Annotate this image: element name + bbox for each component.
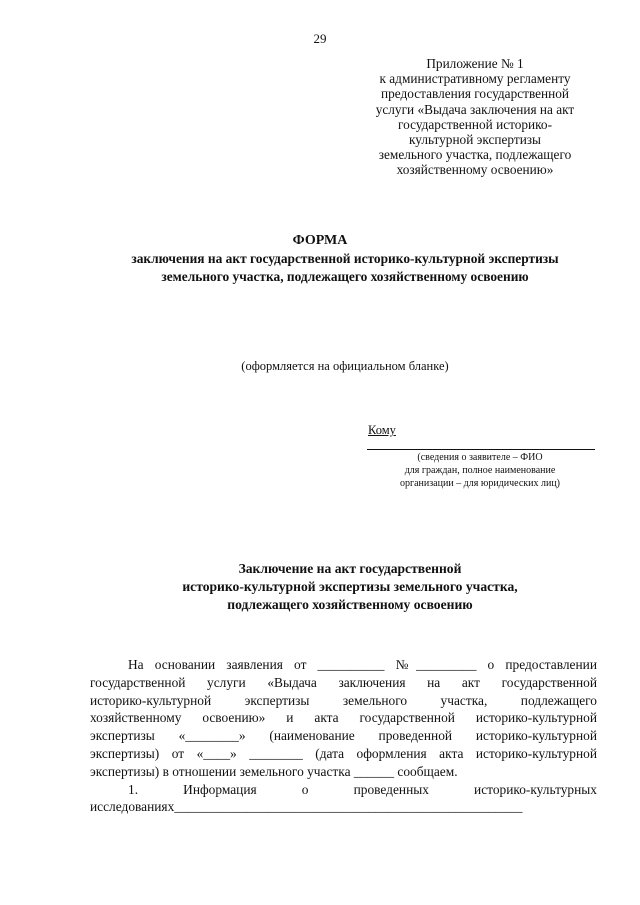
body-line: хозяйственному освоению» и акта государственной историко-культурной [90, 710, 597, 726]
appendix-line: услуги «Выдача заключения на акт [375, 101, 575, 117]
body-line: экспертизы) от «____» ________ (дата оформления акта историко-культурной [90, 745, 597, 761]
conclusion-body [90, 656, 597, 816]
appendix-line: к административному регламенту [379, 71, 571, 87]
body-line: государственной услуги «Выдача заключения на акт государственной [90, 674, 597, 690]
appendix-line: Приложение № 1 [426, 56, 524, 71]
body-line: экспертизы) в отношении земельного участка ______ сообщаем. [90, 763, 458, 779]
body-line: исследованиях____________________________________________________ [90, 799, 523, 815]
recipient-underline [367, 449, 595, 450]
appendix-line: предоставления государственной [380, 86, 570, 102]
appendix-header [340, 56, 610, 178]
form-subtitle [60, 250, 630, 286]
recipient-label: Кому [368, 423, 396, 437]
blank-note: (оформляется на официальном бланке) [241, 359, 449, 373]
appendix-line: земельного участка, подлежащего [378, 147, 572, 163]
appendix-line: хозяйственному освоению» [396, 162, 554, 178]
page-number: 29 [313, 31, 327, 46]
recipient-hint-line: для граждан, полное наименование [404, 465, 556, 476]
recipient-hint [360, 451, 600, 490]
body-line: 1. Информация о проведенных историко-культурных [128, 781, 597, 797]
recipient-hint-line: (сведения о заявителе – ФИО [417, 452, 543, 463]
form-title: ФОРМА [292, 233, 348, 248]
appendix-line: государственной историко- [397, 116, 553, 132]
conclusion-title-line: Заключение на акт государственной [238, 561, 462, 576]
recipient-hint-line: организации – для юридических лиц) [399, 478, 560, 489]
form-subtitle-line: заключения на акт государственной историко-культурной экспертизы [131, 251, 559, 266]
conclusion-title-line: историко-культурной экспертизы земельного участка, [182, 579, 518, 594]
appendix-line: культурной экспертизы [408, 132, 541, 148]
form-subtitle-line: земельного участка, подлежащего хозяйственному освоению [161, 269, 529, 284]
body-line: историко-культурной экспертизы земельного участка, подлежащего [90, 692, 597, 708]
conclusion-title [100, 560, 600, 614]
conclusion-title-line: подлежащего хозяйственному освоению [227, 597, 473, 612]
body-line: экспертизы «________» (наименование проведенной историко-культурной [90, 728, 597, 744]
body-line: На основании заявления от __________ №_________ о предоставлении [128, 657, 597, 672]
